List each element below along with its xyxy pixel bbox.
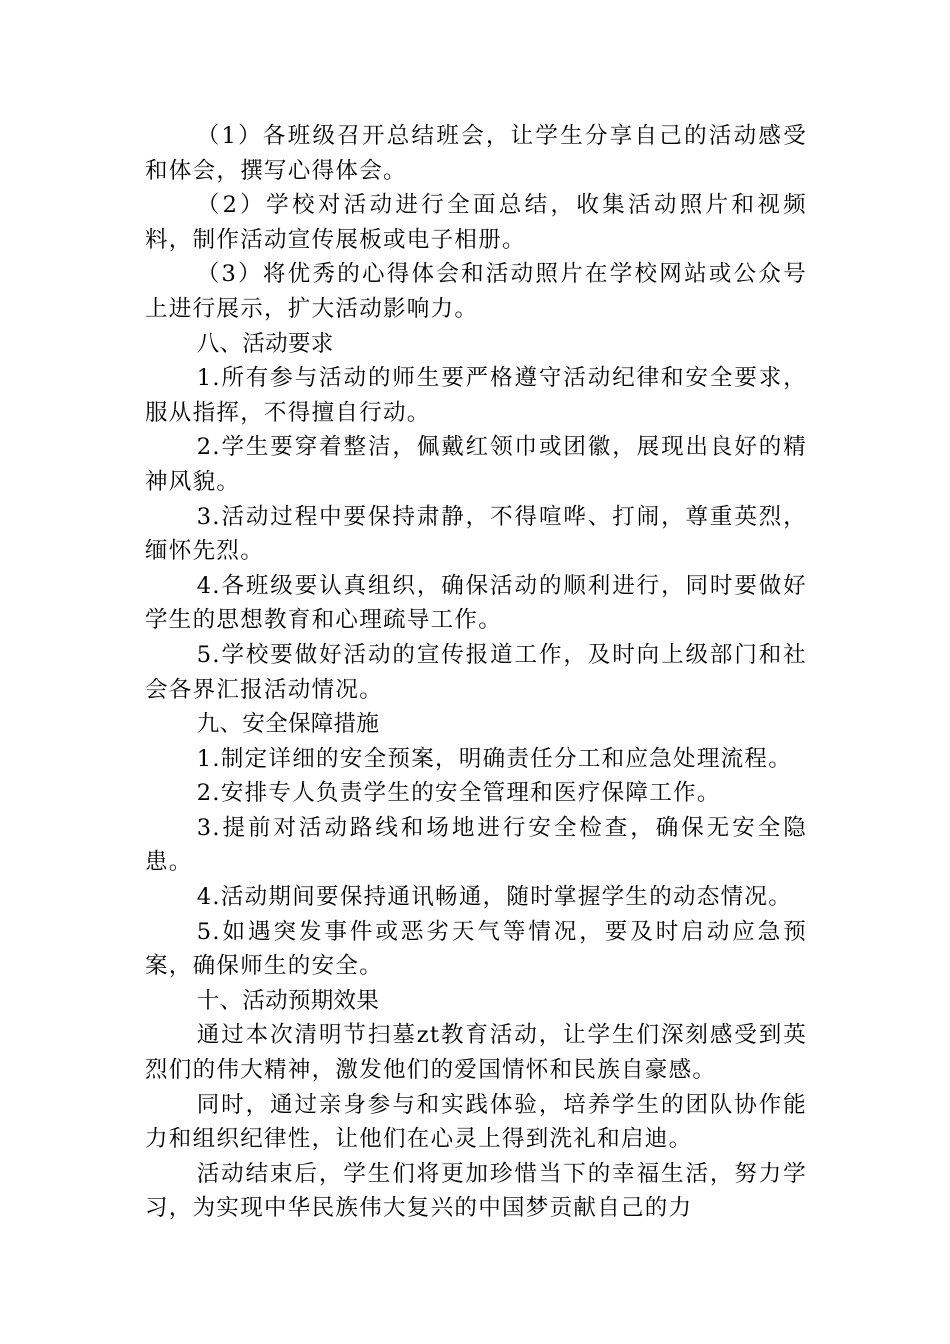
document-body	[145, 119, 807, 1226]
safety-item-5: 5.如遇突发事件或恶劣天气等情况，要及时启动应急预案，确保师生的安全。	[145, 918, 807, 980]
summary-paragraph-3: （3）将优秀的心得体会和活动照片在学校网站或公众号上进行展示，扩大活动影响力。	[145, 261, 807, 322]
safety-item-2: 2.安排专人负责学生的安全管理和医疗保障工作。	[196, 780, 721, 807]
safety-item-1: 1.制定详细的安全预案，明确责任分工和应急处理流程。	[196, 745, 793, 772]
summary-paragraph-2: （2）学校对活动进行全面总结，收集活动照片和视频料，制作活动宣传展板或电子相册。	[145, 192, 807, 253]
section-heading-expected-effects: 十、活动预期效果	[196, 987, 380, 1014]
requirement-item-5: 5.学校要做好活动的宣传报道工作，及时向上级部门和社会各界汇报活动情况。	[145, 641, 807, 703]
safety-item-3: 3.提前对活动路线和场地进行安全检查，确保无安全隐患。	[145, 814, 807, 876]
section-heading-requirements: 八、活动要求	[196, 330, 334, 357]
requirement-item-3: 3.活动过程中要保持肃静，不得喧哗、打闹，尊重英烈，缅怀先烈。	[145, 503, 807, 565]
effect-paragraph-1: 通过本次清明节扫墓zt教育活动，让学生们深刻感受到英烈们的伟大精神，激发他们的爱国情怀和民族自豪感。	[145, 1022, 807, 1084]
summary-paragraph-1: （1）各班级召开总结班会，让学生分享自己的活动感受和体会，撰写心得体会。	[145, 123, 807, 184]
effect-paragraph-2: 同时，通过亲身参与和实践体验，培养学生的团队协作能力和组织纪律性，让他们在心灵上得到洗礼和启迪。	[145, 1091, 807, 1153]
effect-paragraph-3: 活动结束后，学生们将更加珍惜当下的幸福生活，努力学习，为实现中华民族伟大复兴的中国梦贡献自己的力	[145, 1160, 807, 1222]
requirement-item-4: 4.各班级要认真组织，确保活动的顺利进行，同时要做好学生的思想教育和心理疏导工作。	[145, 572, 807, 634]
section-heading-safety: 九、安全保障措施	[196, 711, 380, 738]
requirement-item-1: 1.所有参与活动的师生要严格遵守活动纪律和安全要求，服从指挥，不得擅自行动。	[145, 365, 807, 426]
requirement-item-2: 2.学生要穿着整洁，佩戴红领巾或团徽，展现出良好的精神风貌。	[145, 434, 807, 495]
safety-item-4: 4.活动期间要保持通讯畅通，随时掌握学生的动态情况。	[196, 884, 793, 911]
